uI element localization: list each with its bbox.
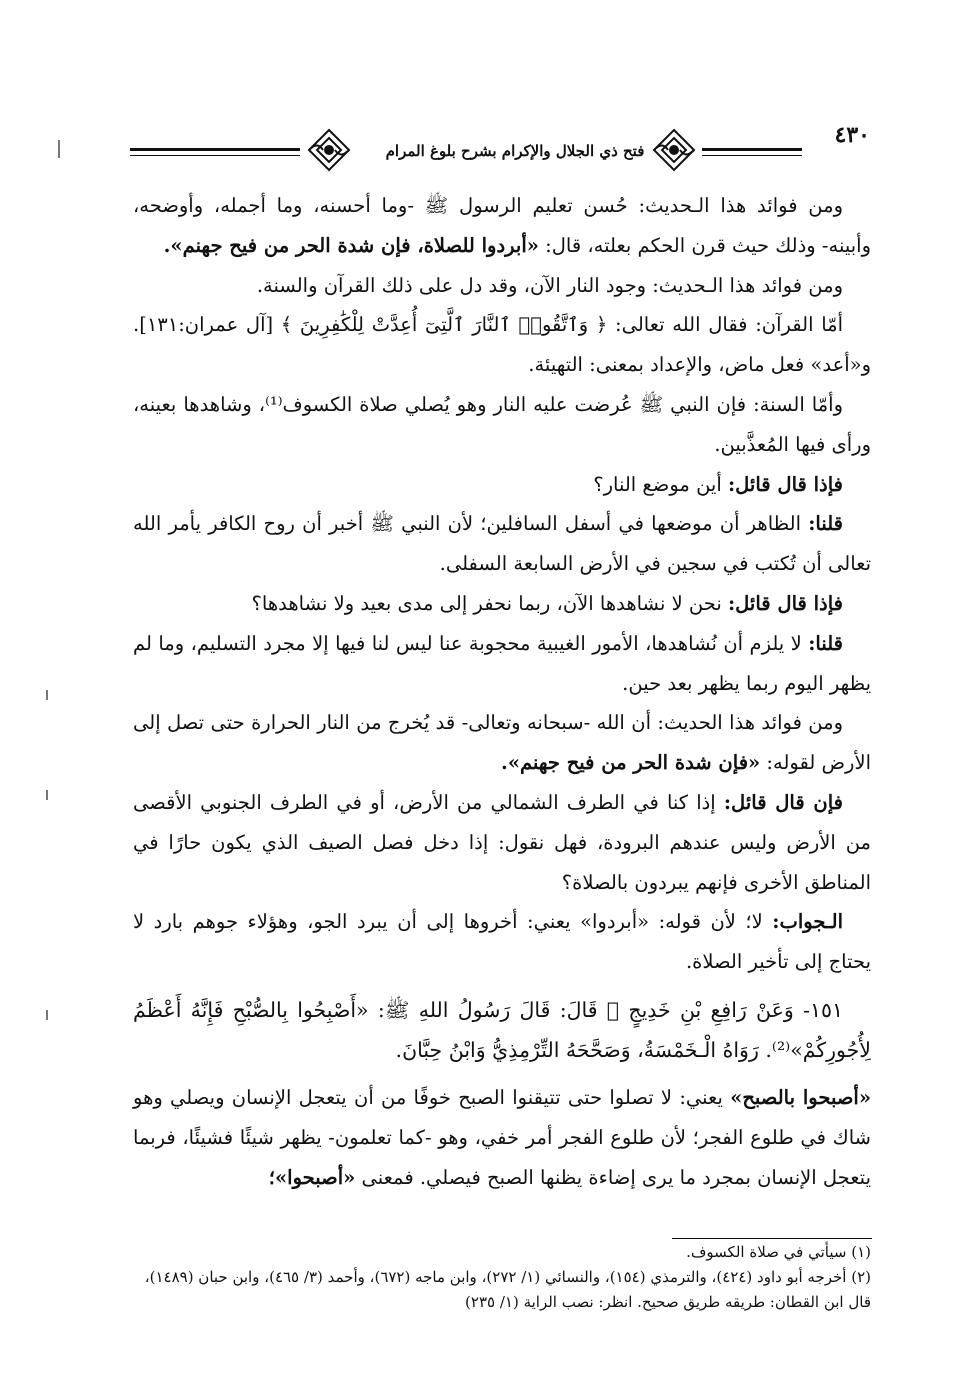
question-lead: فإذا قال قائل: — [727, 472, 843, 496]
question-lead: فإذا قال قائل: — [727, 591, 843, 615]
margin-mark — [46, 690, 48, 700]
footnote-2: (٢) أخرجه أبو داود (٤٢٤)، والترمذي (١٥٤)، والنسائي (١/ ٢٧٢)، وابن ماجه (٦٧٢)، وأحمد (٣/ ٤٦٥)، وابن حبان (١٤٨٩)، قال ابن القطان: طريقه طريق صحيح. انظر: نصب الراية (١/ ٢٣٥) — [144, 1268, 871, 1311]
paragraph — [133, 902, 871, 982]
margin-mark — [58, 140, 60, 158]
header-rule-right-thin — [702, 155, 802, 156]
footnote-1: (١) سيأتي في صلاة الكسوف. — [686, 1243, 871, 1261]
text: إذا كنا في الطرف الشمالي من الأرض، أو في الطرف الجنوبي الأقصى من الأرض وليس عندهم البرودة، فهل نقول: إذا دخل فصل الصيف الذي يكون حارًا في المناطق الأخرى فإنهم يبردون بالصلاة؟ — [133, 790, 871, 894]
text: يعني: لا تصلوا حتى تتيقنوا الصبح خوفًا من أن يتعجل الإنسان ويصلي وهو شاك في طلوع الفجر؛ لأن طلوع الفجر أمر خفي، وهو -كما تعلمون- يظهر شيئًا فشيئًا، فربما يتعجل الإنسان بمجرد ما يرى إضاءة يظنها الصبح فيصلي. فمعنى — [133, 1085, 871, 1189]
footnote-divider — [672, 1238, 872, 1239]
paragraph — [133, 783, 871, 902]
text: لا؛ لأن قوله: «أبردوا» يعني: أخروها إلى أن يبرد الجو، وهؤلاء جوهم بارد لا يحتاج إلى تأخير الصلاة. — [133, 910, 871, 974]
paragraph — [133, 703, 871, 783]
footnotes — [133, 1240, 871, 1315]
quote-bold: «فإن شدة الحر من فيح جهنم». — [501, 751, 761, 775]
quote-bold: «أصبحوا بالصبح» — [730, 1085, 872, 1109]
page-header — [130, 118, 870, 176]
floral-ornament-icon — [305, 126, 353, 174]
running-title: فتح ذي الجلال والإكرام بشرح بلوغ المرام — [385, 142, 645, 160]
header-rule-left-thin — [130, 155, 300, 156]
paragraph — [133, 465, 871, 505]
text: الظاهر أن موضعها في أسفل السافلين؛ لأن النبي ﷺ أخبر أن روح الكافر يأمر الله تعالى أن تُكتب في سجين في الأرض السابعة السفلى. — [133, 512, 871, 576]
margin-mark — [46, 790, 48, 800]
hadith-text: ١٥١- وَعَنْ رَافِعِ بْنِ خَدِيجٍ ﷛ قَالَ: قَالَ رَسُولُ اللهِ ﷺ: «أَصْبِحُوا بِالصُّبْحِ فَإِنَّهُ أَعْظَمُ لِأُجُورِكُمْ»⁽²⁾. رَوَاهُ الْـخَمْسَةُ، وَصَحَّحَهُ التِّرْمِذِيُّ وَابْنُ حِبَّانَ. — [133, 997, 871, 1062]
answer-lead: الـجواب: — [772, 910, 843, 934]
margin-mark — [46, 1010, 48, 1020]
paragraph — [133, 624, 871, 704]
spacer — [133, 982, 871, 990]
page-number: ٤٣٠ — [834, 122, 870, 148]
text: ومن فوائد هذا الحديث: أن الله -سبحانه وتعالى- قد يُخرج من النار الحرارة حتى تصل إلى الأرض لقوله: — [133, 711, 871, 775]
paragraph: ومن فوائد هذا الـحديث: وجود النار الآن، وقد دل على ذلك القرآن والسنة. — [256, 273, 843, 297]
text: ومن فوائد هذا الـحديث: حُسن تعليم الرسول ﷺ -وما أحسنه، وما أجمله، وأوضحه، وأبينه- وذلك حيث قرن الحكم بعلته، قال: — [133, 194, 871, 257]
paragraph: أمّا القرآن: فقال الله تعالى: ﴿ وَٱتَّقُوا۟ ٱلنَّارَ ٱلَّتِىٓ أُعِدَّتْ لِلْكَٰفِرِينَ ﴾ [آل عمران:١٣١]. و«أعد» فعل ماض، والإعداد بمعنى: التهيئة. — [133, 313, 871, 377]
answer-lead: قلنا: — [808, 631, 843, 655]
text: نحن لا نشاهدها الآن، ربما نحفر إلى مدى بعيد ولا نشاهدها؟ — [251, 591, 728, 615]
question-lead: فإن قال قائل: — [723, 790, 843, 814]
paragraph: وأمّا السنة: فإن النبي ﷺ عُرضت عليه النار وهو يُصلي صلاة الكسوف⁽¹⁾، وشاهدها بعينه، ورأى فيها المُعذَّبين. — [133, 392, 871, 456]
paragraph — [133, 1078, 871, 1197]
answer-lead: قلنا: — [808, 512, 843, 536]
paragraph — [133, 186, 871, 266]
paragraph — [133, 584, 871, 624]
header-rule-right — [702, 148, 802, 151]
quote-bold: «أصبحوا»؛ — [268, 1165, 356, 1189]
header-rule-left — [130, 148, 300, 151]
quote-bold: «أبردوا للصلاة، فإن شدة الحر من فيح جهنم». — [163, 233, 539, 257]
text: لا يلزم أن نُشاهدها، الأمور الغيبية محجوبة عنا ليس لنا فيها إلا مجرد التسليم، وما لم يظهر اليوم ربما يظهر بعد حين. — [133, 631, 871, 695]
spacer — [133, 1070, 871, 1078]
floral-ornament-icon — [650, 126, 698, 174]
text: أين موضع النار؟ — [593, 472, 728, 496]
paragraph — [133, 504, 871, 584]
main-text — [133, 186, 871, 1197]
